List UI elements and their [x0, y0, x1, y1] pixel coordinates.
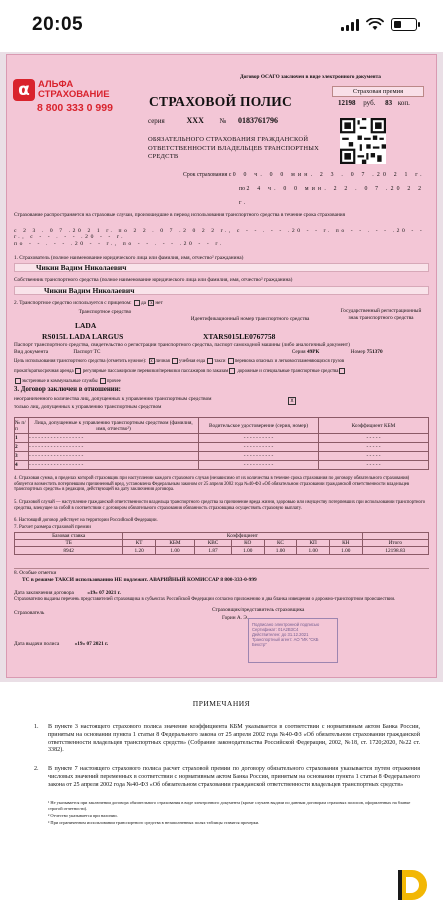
purpose-row-1: Цель использования транспортного средства (отметить нужное): x личная учебная езда такси перевозка опасных и легковоспламеняющихся грузов: [14, 359, 345, 365]
footnote: ¹ Не указывается при заключении договора обязательного страхования в виде электронного документа (кроме случаев выдачи по данным договорам страховых полисов, оформленных на бланке строгой отчетности).: [48, 800, 411, 811]
status-time: 20:05: [32, 14, 84, 35]
table-row: 2 - - - - - - - - - - - - - - - - - - - - - - - - - - - - - - - - -: [15, 443, 429, 452]
insurer-name: Горин А. Э.: [222, 615, 249, 621]
contract-note: Договор ОСАГО заключен в виде электронного документа: [240, 74, 381, 80]
vin-label: Идентификационный номер транспортного средства: [190, 316, 310, 322]
premium-calc-table: Базовая ставка Коэффициент ТБ КТ КБМ КВС КО КС КП КН Итого 8942 1.20 1.00 1.87 1.00 1.00 1.00 1.00 12198.83: [14, 532, 429, 555]
coverage-period-row: с 2 3 . 0 7 .20 2 1 г. по 2 2 . 0 7 .2 0 2 2 г., с - - . - - .20 - - г. по - - . - - .20 - - г., с - - . - - .20 - - г.: [14, 228, 425, 240]
insurance-term: Срок страхования с 0 0 ч. 0 0 мин. 2 3 . 0 7 .20 2 1 г. по 2 4 ч. 0 0 мин. 2 2 . 0 7 .20 2 2 г.: [183, 172, 425, 206]
coverage-text: Страхование распространяется на страховые случаи, произошедшие в период использования транспортного средства в течение срока страхования: [14, 212, 346, 218]
wifi-icon: [366, 18, 384, 31]
footnote: ³ При ограниченном использовании транспортного средства в незаполненных полях таблицы ставятся прочерки.: [48, 820, 260, 825]
policy-subtitle: ОБЯЗАТЕЛЬНОГО СТРАХОВАНИЯ ГРАЖДАНСКОЙ ОТВЕТСТВЕННОСТИ ВЛАДЕЛЬЦЕВ ТРАНСПОРТНЫХ СРЕДСТВ: [148, 136, 320, 160]
notes-title: ПРИМЕЧАНИЯ: [192, 699, 251, 708]
premium-calc-values: 8942 1.20 1.00 1.87 1.00 1.00 1.00 1.00 12198.83: [15, 547, 429, 555]
drivers-limited: только лиц, допущенных к управлению транспортным средством: [14, 404, 162, 410]
insured-signature-label: Страхователь: [14, 610, 45, 616]
status-icons: [341, 18, 417, 31]
premium-calc-headers: ТБ КТ КБМ КВС КО КС КП КН Итого: [15, 540, 429, 547]
section-6: 6. Настоящий договор действует на территории Российской Федерации.: [14, 518, 158, 523]
divider: [14, 568, 429, 569]
vehicle-model: RS015L LADA LARGUS: [42, 332, 124, 341]
reg-label: Государственный регистрационный знак транспортного средства: [340, 308, 422, 321]
electronic-signature-stamp: Подписано электронной подписью Сертификат: 01A2B3C4 Действителен: до 31.12.2021 Транспортный агент: АО "ИК "СКБ Бекстр": [248, 618, 338, 663]
section-4: 4. Страховая сумма, в пределах которой страховщик при наступлении каждого страхового случая (независимо от их количества в течение срока страхования по договору обязательного страхования) обязуется возместить потерпевшим причиненный вред, установлена Федеральным законом от 25 апреля 2002 года №40-ФЗ «Об обязательном страховании гражданской ответственности владельцев транспортных средств» в редакции, действующей на дату заключения договора.: [14, 476, 410, 493]
premium-calc-title: 7. Расчет размера страховой премии: [14, 525, 91, 530]
section-5: 5. Страховой случай — наступление гражданской ответственности владельца транспортного средства за причинение вреда жизни, здоровью или имуществу потерпевших при использовании транспортного средства, влекущее за собой в соответствии с договором обязательного страхования обязанность страховщика осуществить страховую выплату.: [14, 500, 426, 511]
special-text: ТС в режиме ТАКСИ использованию НЕ подлежит. АВАРИЙНЫЙ КОМИССАР 8 800-333-0-999: [22, 577, 257, 583]
purpose-row-2: прокат/краткосрочная аренда регулярные пассажирские перевозки/перевозки пассажиров по заказам дорожные и специальные транспортные средства: [14, 368, 429, 376]
company-name: АЛЬФА СТРАХОВАНИЕ: [38, 79, 110, 100]
special-title: 8. Особые отметки: [14, 570, 57, 576]
status-bar: [0, 0, 443, 52]
owner-label: Собственник транспортного средства (полное наименование юридического лица или фамилия, имя, отчество² гражданина): [14, 277, 293, 283]
note-item: 1. В пункте 3 настоящего страхового полиса значение коэффициента КБМ указывается в соответствии с нормативным актом Банка России, принятым на основании пункта 1 статьи 8 Федерального закона от 25 апреля 2002 года №40-ФЗ «Об обязательном страховании гражданской ответственности владельцев транспортных средств» (Собрание законодательства Российской Федерации, 2002, №18, ст. 1720;2020, №22 ст. 3382).: [34, 724, 420, 754]
alfa-logo-icon: α: [13, 79, 35, 101]
coverage-period-row-2: по - - . - - .20 - - г., по - - . - - .20 - - г.: [14, 241, 224, 247]
signing-note: Страхователю выданы перечень представителей страховщика в субъектах Российской Федерации согласно приложению и два бланка извещения о дорожно-транспортном происшествии.: [14, 597, 396, 602]
premium-box: Страховая премия 12198 руб. 83 коп.: [332, 86, 424, 116]
drivers-title: 3. Договор заключен в отношении:: [14, 386, 121, 393]
table-row: 3 - - - - - - - - - - - - - - - - - - - - - - - - - - - - - - - - -: [15, 452, 429, 461]
qr-code-icon: [340, 118, 386, 164]
vehicle-doc-row: Вид документа Паспорт ТС Серия 49РК Номер 751370: [14, 349, 383, 355]
note-item: 2. В пункте 7 настоящего страхового полиса расчет страховой премии по договору обязательного страхования указывается путем отражения числовых значений переменных в соответствии с нормативным актом Банка России, принятым на основании пункта 1 статьи 8 Федерального закона от 25 апреля 2002 года №40-ФЗ «Об обязательном страховании гражданской ответственности владельцев транспортных средств»: [34, 766, 420, 788]
insured-label: 1. Страхователь (полное наименование юридического лица или фамилия, имя, отчество² гражданина): [14, 255, 244, 261]
insured-name: Чикин Вадим Николаевич: [36, 263, 127, 272]
drivers-limited-checkbox: x: [288, 397, 296, 405]
policy-series: серия XXX № 0183761796: [148, 116, 279, 125]
footnote: ² Отчество указывается при наличии.: [48, 813, 118, 818]
policy-title: СТРАХОВОЙ ПОЛИС: [149, 94, 293, 109]
table-row: 4 - - - - - - - - - - - - - - - - - - - - - - - - - - - - - - - - -: [15, 461, 429, 470]
vehicle-vin: XTARS015LE0767758: [203, 332, 276, 341]
policy-document-photo: [0, 52, 443, 682]
cellular-signal-icon: [341, 19, 359, 31]
contract-date: Дата заключения договора «19» 07 2021 г.: [14, 590, 121, 596]
notes-page: [0, 684, 443, 920]
drivers-table: № п/п Лица, допущенные к управлению транспортным средством (фамилия, имя, отчество²) Водительское удостоверение (серия, номер) Коэффициент КБМ 1 - - - - - - - - - - - - - - - - - - - - - - - - - - - - - - - - - 2 - - - - - - - - - - - - - - - - - - - - - - - - - - - - - - - - - 3 - - - - - - - - - - - - - - - - - - - - - - - - - - - - - - - - - 4 - - - - - - - - - - - - - - - - - - - - - - - - - - - - - - - - -: [14, 417, 429, 470]
app-logo-icon[interactable]: [388, 862, 434, 908]
drivers-unlimited: неограниченного количества лиц, допущенных к управлению транспортным средством: [14, 396, 212, 402]
purpose-row-3: экстренные и коммунальные службы прочее: [14, 378, 429, 386]
vehicle-label: Транспортное средство: [78, 309, 132, 315]
issue-date: Дата выдачи полиса «19» 07 2021 г.: [14, 641, 109, 647]
vehicle-make: LADA: [75, 321, 97, 330]
owner-name: Чикин Вадим Николаевич: [44, 286, 135, 295]
trailer-row: 2. Транспортное средство используется с прицепом: да x нет: [14, 300, 163, 307]
battery-icon: [391, 18, 417, 31]
insurer-label: Страховщик/представитель страховщика: [212, 607, 305, 613]
company-phone: 8 800 333 0 999: [37, 102, 113, 114]
table-row: 1 - - - - - - - - - - - - - - - - - - - - - - - - - - - - - - - - -: [15, 434, 429, 443]
vehicle-doc-label: Паспорт транспортного средства, свидетельство о регистрации транспортного средства, паспорт самоходной машины (либо аналогичный документ): [14, 342, 350, 348]
